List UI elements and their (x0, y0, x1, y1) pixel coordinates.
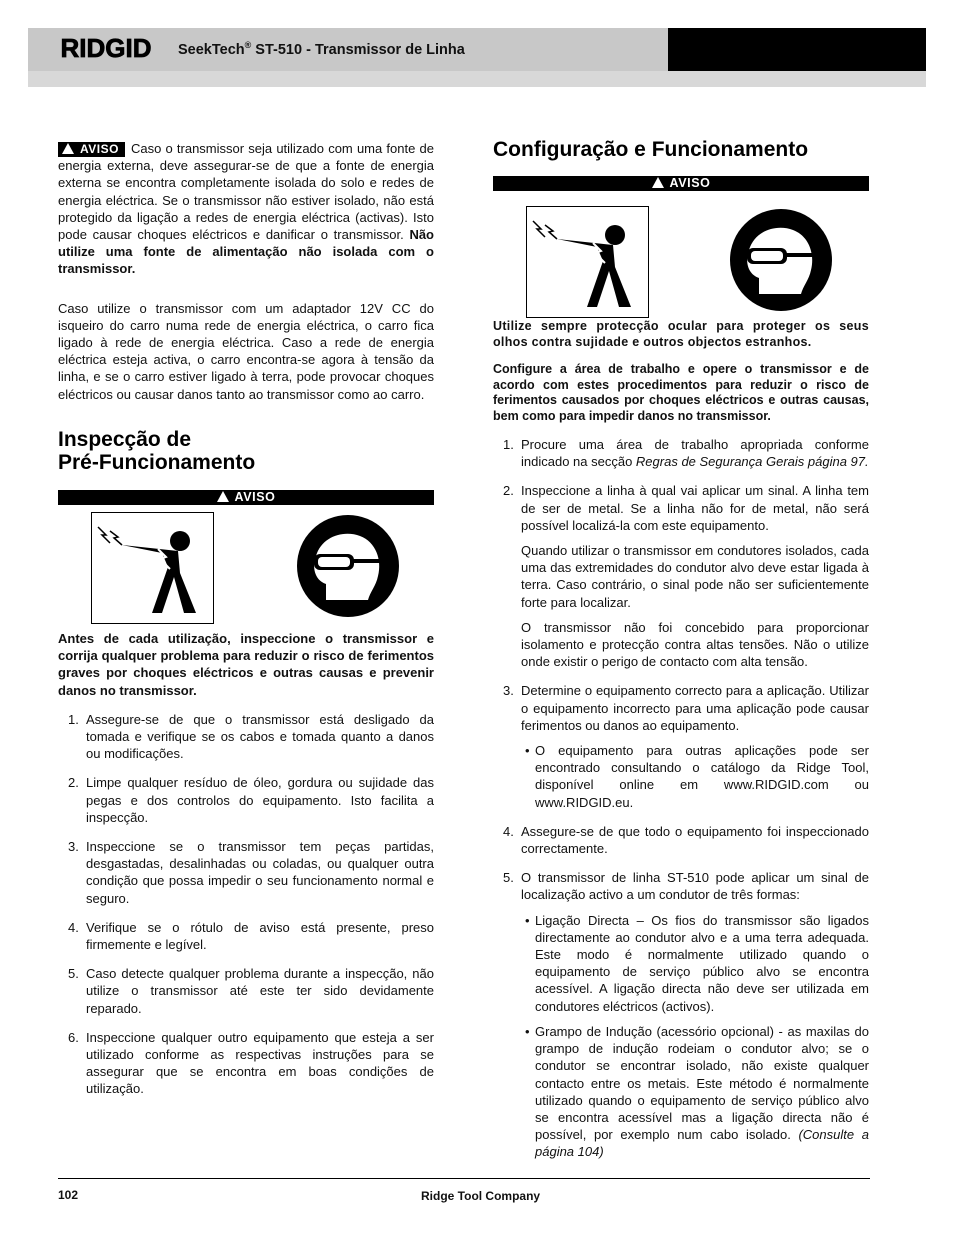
aviso-bar: AVISO (58, 490, 434, 505)
electric-shock-icon-box (91, 512, 214, 624)
list-item: 2. Limpe qualquer resíduo de óleo, gordura ou sujidade das pegas e dos controlos do equipamento. Isto facilita a inspecção. (68, 775, 434, 825)
electric-shock-icon-box (526, 206, 649, 318)
setup-list-section (493, 319, 869, 1173)
page-number: 102 (58, 1188, 79, 1202)
setup-warning-text: Configure a área de trabalho e opere o transmissor e de acordo com estes procedimentos para reduzir o risco de ferimentos causados por choques eléctricos e outras causas, bem como para impedir danos no transmissor. (493, 362, 869, 423)
list-item: 1. Procure uma área de trabalho apropriada conforme indicado na secção Regras de Segurança Gerais página 97. (503, 437, 869, 470)
list-item: 2. Inspeccione a linha à qual vai aplicar um sinal. A linha tem de ser de metal. Se a linha não for de metal, não será possível localizá-la com este equipamento. Quando utilizar o transmissor em condutores isolados, cada uma das extremidades do condutor alvo deve estar ligada à terra. Caso contrário, o sinal pode não ser suficientemente forte para localizar. O transmissor não foi concebido para proporcionar isolamento e protecção contra altas tensões. Não o utilize onde existir o perigo de contacto com alta tensão. (503, 483, 869, 670)
setup-section (493, 138, 869, 191)
electric-shock-icon (92, 513, 213, 623)
list-item: 5. Caso detecte qualquer problema durante a inspecção, não utilize o transmissor até este ter sido devidamente reparado. (68, 966, 434, 1016)
header-shadow (28, 71, 926, 87)
setup-list (493, 436, 869, 1161)
ridgid-logo (54, 34, 158, 62)
bullet-item: • Grampo de Indução (acessório opcional) - as maxilas do grampo de indução rodeiam o condutor alvo; se o condutor se encontrar isolado, não existe qualquer contacto entre os metais. Este método é normalmente utilizado quando o equipamento de serviço público alvo se encontra acessível mas a ligação directa não é possível, por exemplo num cabo isolado. (Consulte a página 104) (525, 1023, 869, 1160)
list-item: 5. O transmissor de linha ST-510 pode aplicar um sinal de localização activo a um condutor de três formas: • Ligação Directa – Os fios do transmissor são ligados directamente ao condutor alvo e a uma terra adequada. Este modo é normalmente utilizado quando o equipamento de serviço público alvo se encontra acessível. A ligação directa não deve ser utilizada em condutores eléctricos (activos). • Grampo de Indução (acessório opcional) - as maxilas do grampo de indução rodeiam o condutor alvo; se o condutor se encontrar isolado, não existe qualquer contacto entre os metais. Este método é normalmente utilizado quando o equipamento de serviço público alvo se encontra acessível mas a ligação directa não é possível, por exemplo num cabo isolado. (Consulte a página 104) (503, 870, 869, 1160)
bullet-item: • Ligação Directa – Os fios do transmissor são ligados directamente ao condutor alvo e a uma terra adequada. Este modo é normalmente utilizado quando o equipamento de serviço público alvo se encontra acessível. A ligação directa não deve ser utilizada em condutores eléctricos (activos). (525, 912, 869, 1014)
pre-op-warning-text: Antes de cada utilização, inspeccione o transmissor e corrija qualquer problema para reduzir o risco de ferimentos graves por choques eléctricos e outras causas e prevenir danos no transmissor. (58, 631, 434, 698)
list-item: 4. Verifique se o rótulo de aviso está presente, preso firmemente e legível. (68, 919, 434, 953)
bullet-item: • O equipamento para outras aplicações pode ser encontrado consultando o catálogo da Ridge Tool, disponível online em www.RIDGID.com ou www.RIDGID.eu. (525, 743, 869, 810)
list-item: 1. Assegure-se de que o transmissor está desligado da tomada e verifique se os cabos e tomada quanto a danos ou modificações. (68, 711, 434, 762)
warning-paragraph: AVISO Caso o transmissor seja utilizado com uma fonte de energia externa, deve assegurar-se de que a fonte de energia externa se encontra completamente isolada do solo e redes de energia eléctrica. Se o transmissor não estiver isolado, não está protegido da ligação a redes de energia eléctrica (activas). Isto pode causar choques eléctricos e danificar o transmissor. Não utilize uma fonte de alimentação não isolada com o transmissor. (58, 141, 434, 277)
footer-company: Ridge Tool Company (421, 1189, 541, 1203)
section-heading-inspection: Inspecção de Pré-Funcionamento (58, 428, 256, 474)
section-heading-setup: Configuração e Funcionamento (493, 138, 809, 161)
warning-triangle-icon (652, 177, 664, 188)
list-item: 6. Inspeccione qualquer outro equipamento que esteja a ser utilizado conforme as respectivas instruções para se assegurar que se encontra em boas condições de utilização. (68, 1029, 434, 1097)
list-subparagraph: O transmissor não foi concebido para proporcionar isolamento e protecção contra altas tensões. Não o utilize onde existir o perigo de contacto com alta tensão. (521, 619, 869, 670)
logo-text: RIDGID (60, 34, 152, 62)
list-item: 3. Inspeccione se o transmissor tem peças partidas, desgastadas, desalinhadas ou coladas, ou qualquer outra condição que possa impedir o seu funcionamento normal e seguro. (68, 839, 434, 906)
list-subparagraph: Quando utilizar o transmissor em condutores isolados, cada uma das extremidades do condutor alvo deve estar ligada à terra. Caso contrário, o sinal pode não ser suficientemente forte para localizar. (521, 543, 869, 610)
aviso-badge: AVISO (58, 142, 125, 157)
warning-triangle-icon (217, 491, 229, 502)
list-item: 3. Determine o equipamento correcto para a aplicação. Utilizar o equipamento incorrecto para uma aplicação pode causar ferimentos ou danos ao equipamento. • O equipamento para outras aplicações pode ser encontrado consultando o catálogo da Ridge Tool, disponível online em www.RIDGID.com ou www.RIDGID.eu. (503, 683, 869, 810)
footer-rule (58, 1178, 870, 1179)
adapter-paragraph: Caso utilize o transmissor com um adaptador 12V CC do isqueiro do carro numa rede de energia eléctrica, o carro fica ligado à rede de energia eléctrica. Caso a rede de energia eléctrica esteja activa, o carro encontra-se agora à tensão da linha, e se o carro estiver ligado à terra, pode provocar choques eléctricos ou causar danos tanto ao transmissor como ao carro. (58, 300, 434, 402)
electric-shock-icon (527, 207, 648, 317)
list-item: 4. Assegure-se de que todo o equipamento foi inspeccionado correctamente. (503, 823, 869, 857)
eye-protection-text: Utilize sempre protecção ocular para proteger os seus olhos contra sujidade e outros objectos estranhos. (493, 319, 869, 349)
left-column (58, 140, 434, 416)
header-black-tab (668, 28, 926, 71)
pre-op-list (58, 711, 434, 1098)
eye-protection-icon (729, 208, 833, 312)
aviso-bar: AVISO (493, 176, 869, 191)
warning-triangle-icon (62, 143, 74, 154)
page-title: SeekTech® ST-510 - Transmissor de Linha (178, 40, 465, 58)
pre-op-section (58, 428, 434, 505)
pre-op-list-section (58, 630, 434, 1110)
eye-protection-icon (296, 514, 400, 618)
